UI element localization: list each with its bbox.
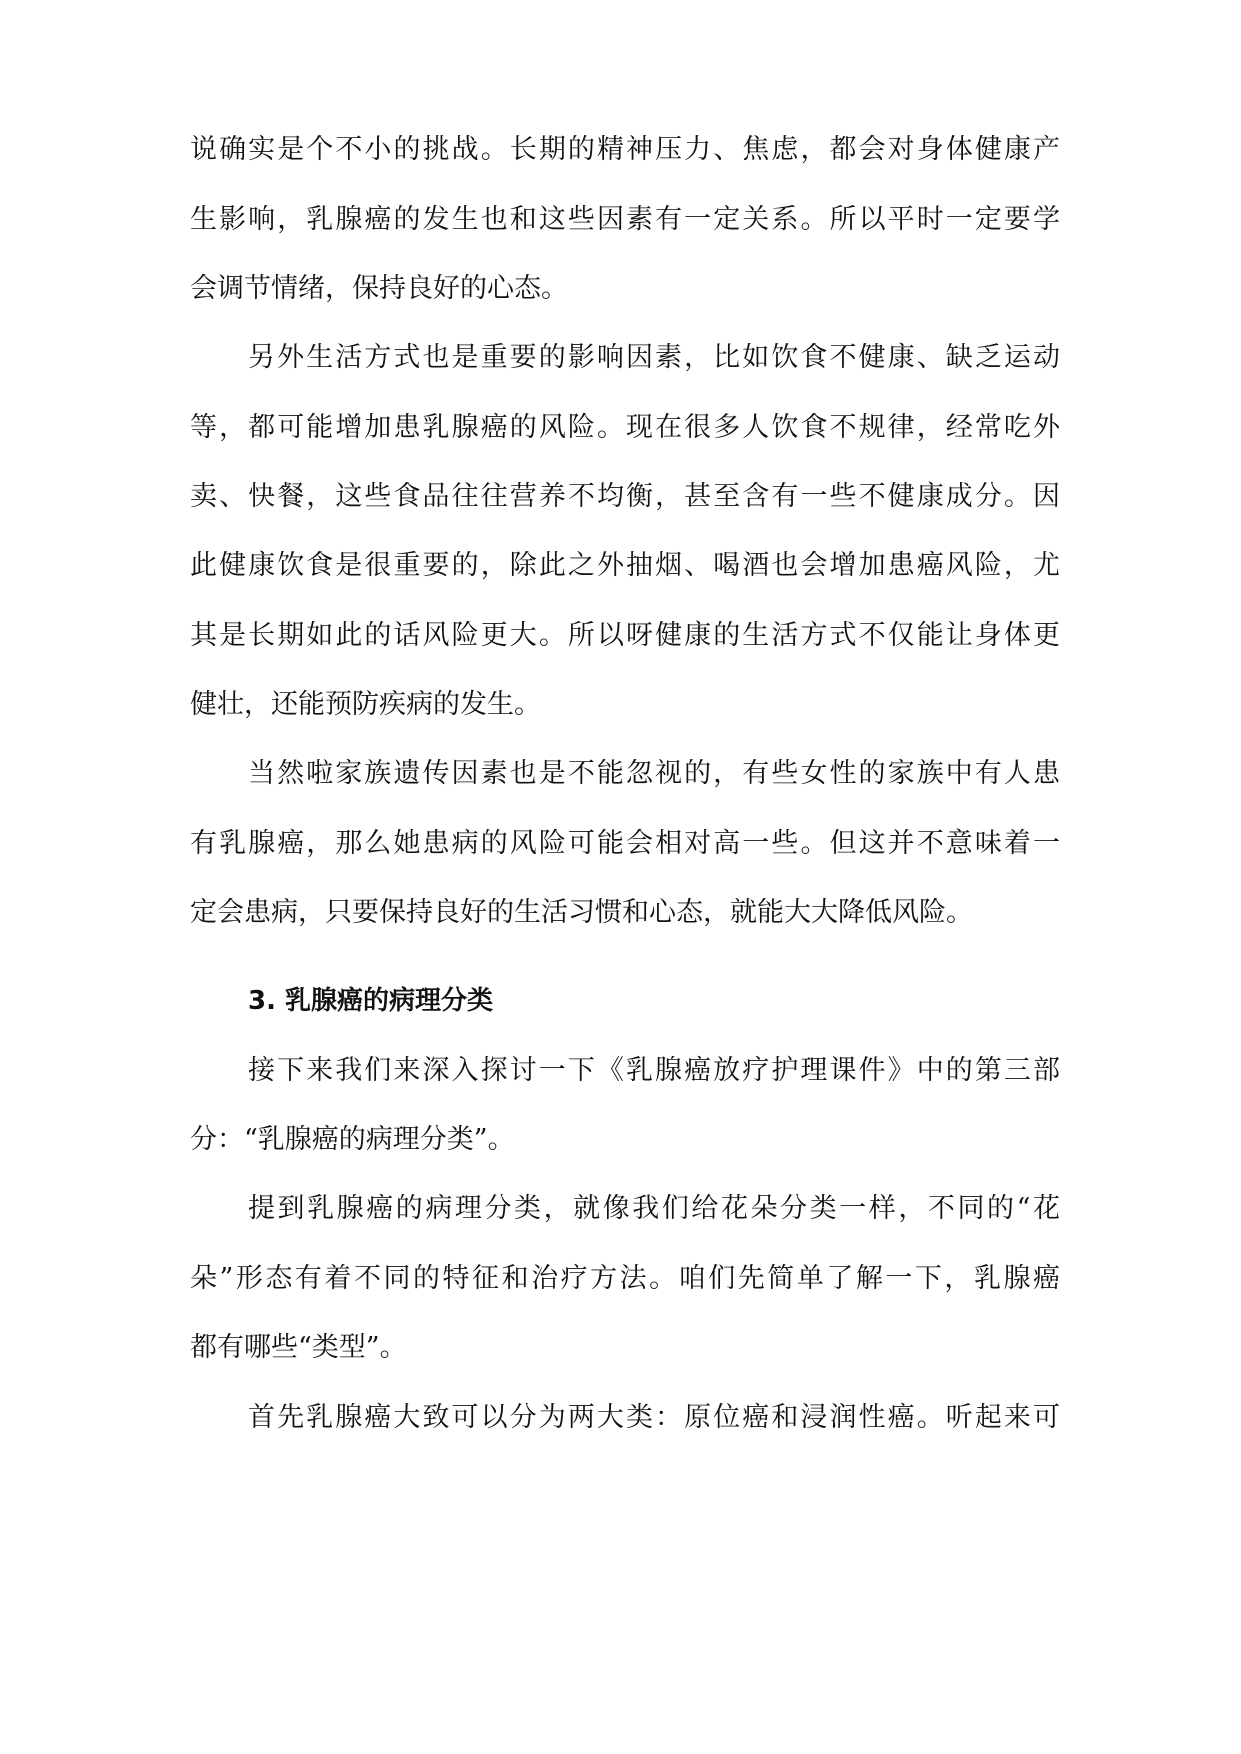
body-text-line: 提到乳腺癌的病理分类，就像我们给花朵分类一样，不同的“花 bbox=[248, 1193, 1060, 1224]
body-text-line: 定会患病，只要保持良好的生活习惯和心态，就能大大降低风险。 bbox=[190, 897, 973, 928]
body-text-line: 当然啦家族遗传因素也是不能忽视的，有些女性的家族中有人患 bbox=[248, 758, 1060, 789]
body-text-line: 会调节情绪，保持良好的心态。 bbox=[190, 273, 568, 304]
body-text-line: 卖、快餐，这些食品往往营养不均衡，甚至含有一些不健康成分。因 bbox=[190, 481, 1060, 512]
body-text-line: 有乳腺癌，那么她患病的风险可能会相对高一些。但这并不意味着一 bbox=[190, 828, 1060, 859]
body-text-line: 都有哪些“类型”。 bbox=[190, 1332, 407, 1363]
body-text-line: 分：“乳腺癌的病理分类”。 bbox=[190, 1124, 515, 1155]
body-text-line: 首先乳腺癌大致可以分为两大类：原位癌和浸润性癌。听起来可 bbox=[248, 1402, 1060, 1433]
body-text-line: 说确实是个不小的挑战。长期的精神压力、焦虑，都会对身体健康产 bbox=[190, 134, 1060, 165]
body-text-line: 其是长期如此的话风险更大。所以呀健康的生活方式不仅能让身体更 bbox=[190, 620, 1060, 651]
body-text-line: 此健康饮食是很重要的，除此之外抽烟、喝酒也会增加患癌风险，尤 bbox=[190, 550, 1060, 581]
body-text-line: 另外生活方式也是重要的影响因素，比如饮食不健康、缺乏运动 bbox=[248, 342, 1060, 373]
body-text-line: 朵”形态有着不同的特征和治疗方法。咱们先简单了解一下，乳腺癌 bbox=[190, 1263, 1060, 1294]
section-heading: 3. 乳腺癌的病理分类 bbox=[248, 986, 494, 1016]
body-text-line: 健壮，还能预防疾病的发生。 bbox=[190, 689, 541, 720]
body-text-line: 接下来我们来深入探讨一下《乳腺癌放疗护理课件》中的第三部 bbox=[248, 1055, 1060, 1086]
body-text-line: 生影响，乳腺癌的发生也和这些因素有一定关系。所以平时一定要学 bbox=[190, 204, 1060, 235]
body-text-line: 等，都可能增加患乳腺癌的风险。现在很多人饮食不规律，经常吃外 bbox=[190, 412, 1060, 443]
